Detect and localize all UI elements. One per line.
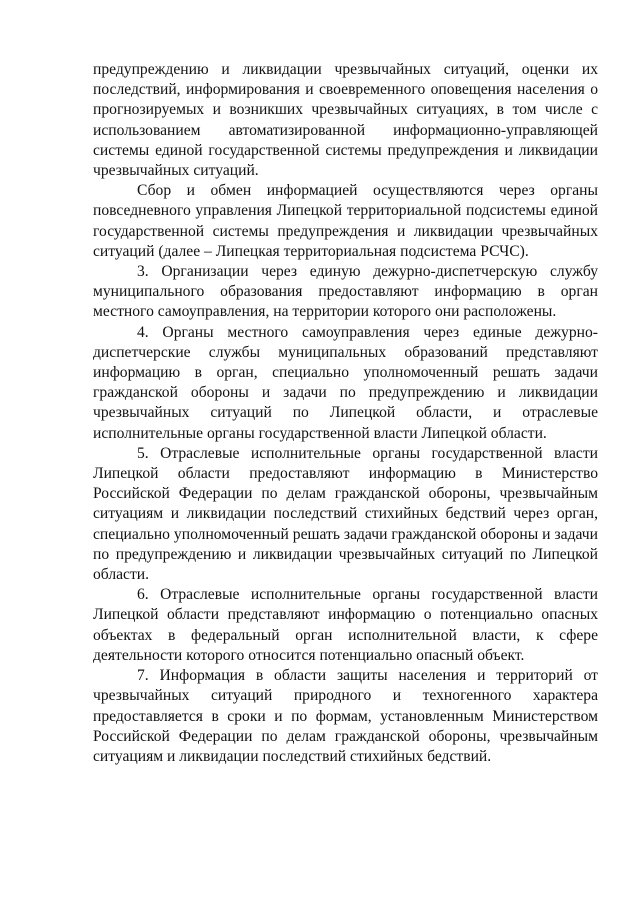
paragraph-item-3: 3. Организации через единую дежурно-диспетчерскую службу муниципального образования предоставляют информацию в орган местного самоуправления, на территории которого они расположены. bbox=[93, 263, 598, 321]
paragraph-item-6: 6. Отраслевые исполнительные органы государственной власти Липецкой области представляют информацию о потенциально опасных объектах в федеральный орган исполнительной власти, к сфере деятельности которого относится потенциально опасный объект. bbox=[93, 586, 598, 664]
paragraph-item-7: 7. Информация в области защиты населения и территорий от чрезвычайных ситуаций природного и техногенного характера предоставляется в сроки и по формам, установленным Министерством Российской Федерации по делам гражданской обороны, чрезвычайным ситуациям и ликвидации последствий стихийных бедствий. bbox=[93, 667, 598, 765]
paragraph-information-exchange: Сбор и обмен информацией осуществляются через органы повседневного управления Липецкой территориальной подсистемы единой государственной системы предупреждения и ликвидации чрезвычайных ситуаций (далее – Липецкая территориальная подсистема РСЧС). bbox=[93, 182, 598, 260]
paragraph-item-4: 4. Органы местного самоуправления через единые дежурно-диспетчерские службы муниципальных образований представляют информацию в орган, специально уполномоченный решать задачи гражданской обороны и задачи по предупреждению и ликвидации чрезвычайных ситуаций по Липецкой области, и отраслевые исполнительные органы государственной власти Липецкой области. bbox=[93, 323, 598, 442]
paragraph-continuation: предупреждению и ликвидации чрезвычайных ситуаций, оценки их последствий, информирования и своевременного оповещения населения о прогнозируемых и возникших чрезвычайных ситуациях, в том числе с использованием автоматизированной информационно-управляющей системы единой государственной системы предупреждения и ликвидации чрезвычайных ситуаций. bbox=[93, 61, 598, 180]
paragraph-item-5: 5. Отраслевые исполнительные органы государственной власти Липецкой области предоставляют информацию в Министерство Российской Федерации по делам гражданской обороны, чрезвычайным ситуациям и ликвидации последствий стихийных бедствий через орган, специально уполномоченный решать задачи гражданской обороны и задачи по предупреждению и ликвидации чрезвычайных ситуаций по Липецкой области. bbox=[93, 444, 598, 584]
